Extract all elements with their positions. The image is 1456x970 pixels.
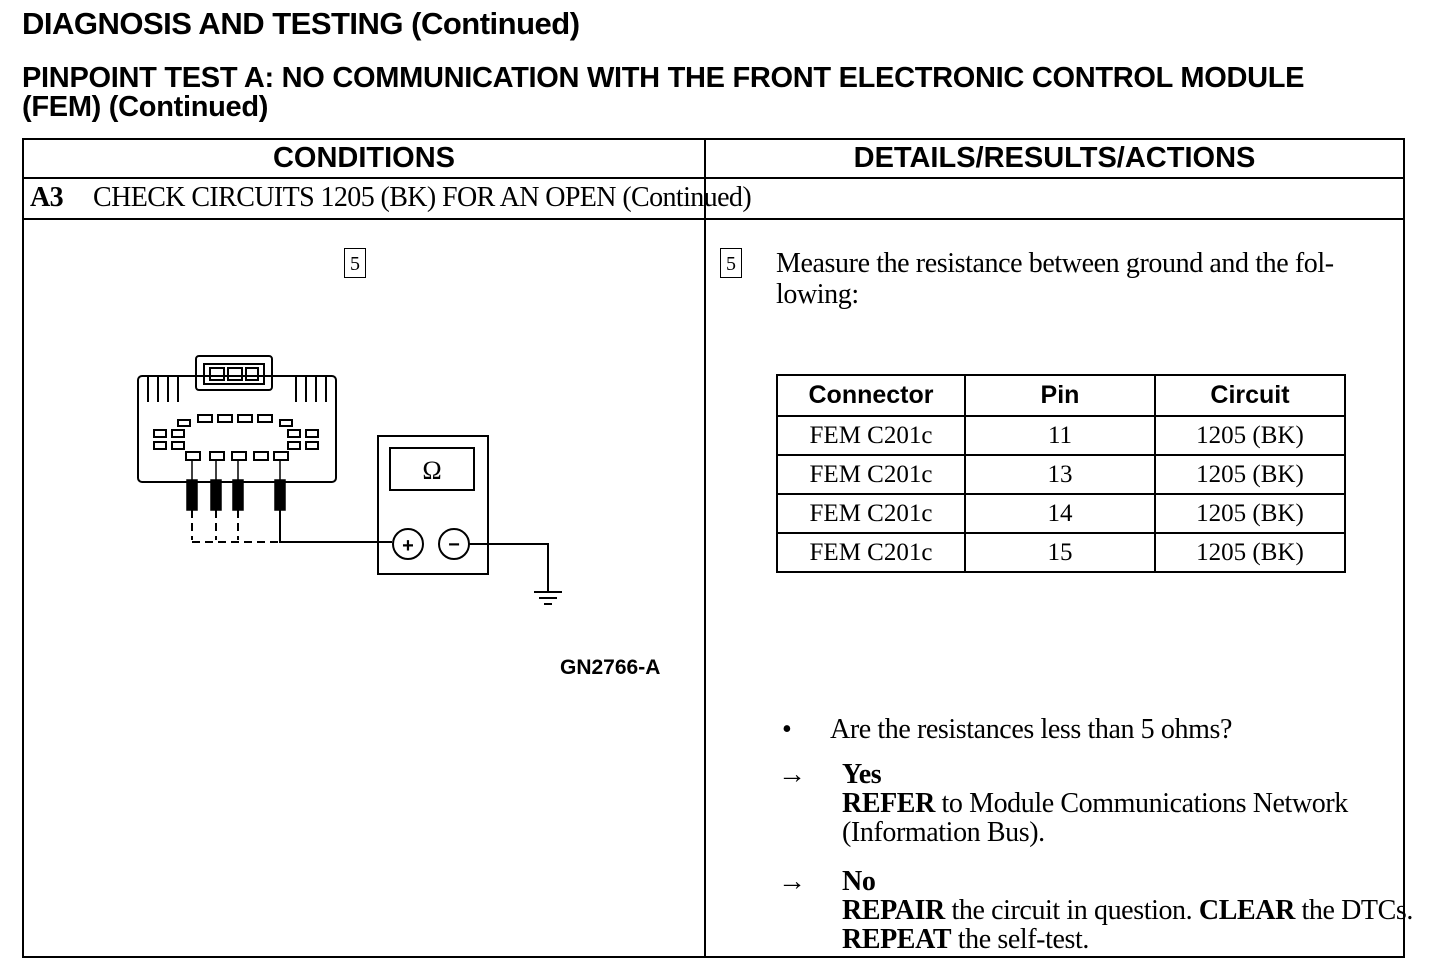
action-keyword-refer: REFER (842, 788, 935, 819)
ohm-symbol: Ω (422, 456, 442, 485)
connector-ohmmeter-diagram (124, 340, 604, 610)
action-text-3: the self-test. (951, 924, 1089, 955)
question (776, 714, 1232, 746)
bullet-icon: • (782, 714, 792, 745)
figure-id: GN2766-A (560, 656, 661, 679)
action-text: to Module Communications Network (Information Bus). (842, 788, 1348, 848)
header-circuit: Circuit (1155, 375, 1345, 416)
step-divider (24, 218, 1403, 220)
table-row (777, 494, 1345, 533)
cell-circuit: 1205 (BK) (1155, 416, 1345, 455)
details-step-number: 5 (720, 248, 742, 278)
measure-instruction: Measure the resistance between ground and the fol-lowing: (776, 248, 1334, 310)
answer-no-action (842, 896, 1422, 954)
cell-pin: 15 (965, 533, 1155, 572)
plus-symbol: + (402, 535, 414, 557)
cell-connector: FEM C201c (777, 494, 965, 533)
answer-yes-body (842, 760, 1402, 847)
conditions-step-number: 5 (344, 248, 366, 278)
answer-yes-action (842, 789, 1402, 847)
header-divider (24, 177, 1403, 179)
table-row (777, 455, 1345, 494)
cell-pin: 13 (965, 455, 1155, 494)
action-keyword-repeat: REPEAT (842, 924, 952, 955)
answer-no-label: No (842, 866, 876, 897)
cell-pin: 11 (965, 416, 1155, 455)
step-row (30, 182, 751, 214)
minus-symbol: − (448, 534, 460, 556)
action-keyword-clear: CLEAR (1198, 895, 1295, 926)
pinpoint-test-title: PINPOINT TEST A: NO COMMUNICATION WITH THE FRONT ELECTRONIC CONTROL MODULE (FEM) (Continued) (22, 62, 1305, 123)
cell-circuit: 1205 (BK) (1155, 533, 1345, 572)
arrow-right-icon: → (778, 866, 806, 897)
cell-connector: FEM C201c (777, 455, 965, 494)
table-row (777, 533, 1345, 572)
arrow-right-icon: → (778, 759, 806, 790)
step-id: A3 (30, 182, 64, 213)
table-header-row (777, 375, 1345, 416)
action-keyword-repair: REPAIR (842, 895, 945, 926)
column-divider (704, 140, 706, 956)
action-text: the circuit in question. (944, 895, 1199, 926)
action-text-2: the DTCs. (1294, 895, 1413, 926)
cell-connector: FEM C201c (777, 416, 965, 455)
table-row (777, 416, 1345, 455)
details-header: DETAILS/RESULTS/ACTIONS (853, 142, 1256, 174)
page-title: DIAGNOSIS AND TESTING (Continued) (22, 6, 580, 41)
pinpoint-test-table (22, 138, 1413, 958)
answer-no-body (842, 867, 1422, 954)
cell-pin: 14 (965, 494, 1155, 533)
conditions-header: CONDITIONS (272, 142, 456, 174)
header-pin: Pin (965, 375, 1155, 416)
header-connector: Connector (777, 375, 965, 416)
resistance-table (776, 374, 1346, 573)
step-title: CHECK CIRCUITS 1205 (BK) FOR AN OPEN (Continued) (93, 182, 752, 213)
cell-circuit: 1205 (BK) (1155, 494, 1345, 533)
answer-yes-label: Yes (842, 759, 882, 790)
cell-circuit: 1205 (BK) (1155, 455, 1345, 494)
cell-connector: FEM C201c (777, 533, 965, 572)
question-text: Are the resistances less than 5 ohms? (830, 714, 1232, 745)
